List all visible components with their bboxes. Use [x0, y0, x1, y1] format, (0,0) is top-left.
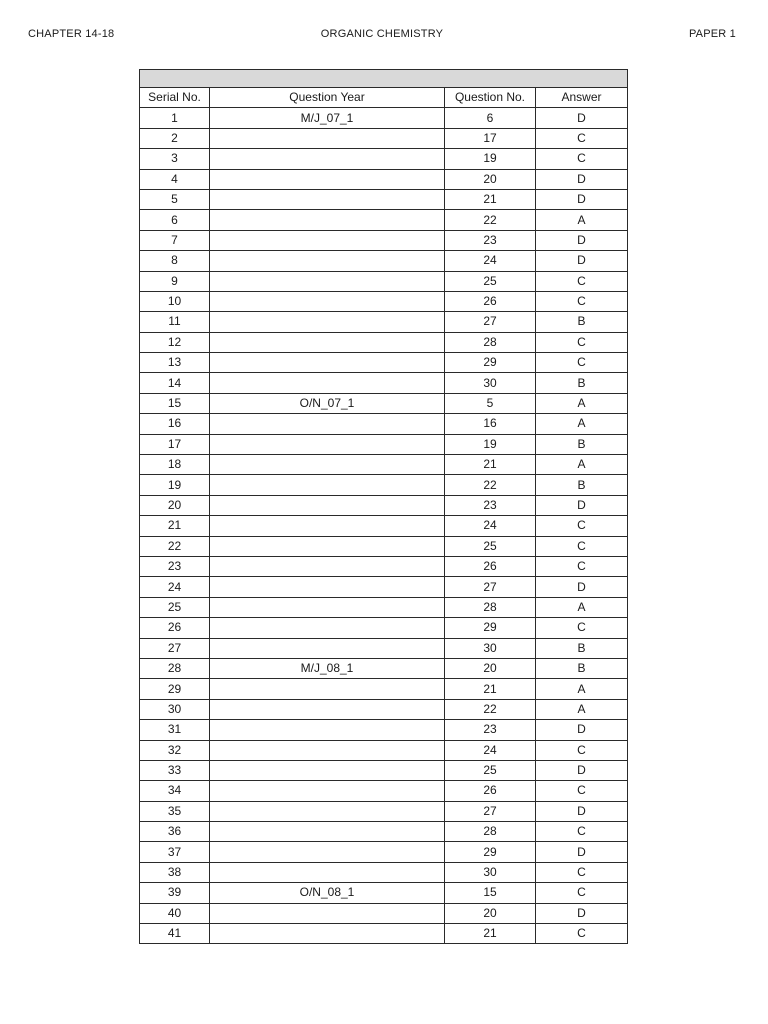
subject-title: ORGANIC CHEMISTRY: [320, 28, 444, 40]
question-year-cell: O/N_07_1: [210, 393, 445, 413]
serial-no-cell: 38: [140, 862, 210, 882]
serial-no-cell: 7: [140, 230, 210, 250]
question-year-cell: [210, 475, 445, 495]
table-row: [140, 740, 628, 760]
answer-cell: C: [536, 149, 628, 169]
serial-no-cell: 31: [140, 720, 210, 740]
serial-no-cell: 34: [140, 781, 210, 801]
question-year-cell: [210, 414, 445, 434]
answer-cell: D: [536, 760, 628, 780]
answer-cell: C: [536, 516, 628, 536]
table-row: [140, 353, 628, 373]
paper-label: PAPER 1: [688, 28, 736, 40]
answer-cell: C: [536, 291, 628, 311]
answer-cell: C: [536, 353, 628, 373]
question-no-cell: 25: [445, 760, 536, 780]
serial-no-cell: 39: [140, 883, 210, 903]
table-body: [140, 108, 628, 944]
question-no-cell: 21: [445, 924, 536, 944]
answer-cell: A: [536, 210, 628, 230]
answer-cell: C: [536, 618, 628, 638]
question-year-cell: [210, 781, 445, 801]
answer-cell: B: [536, 312, 628, 332]
serial-no-cell: 6: [140, 210, 210, 230]
question-no-cell: 17: [445, 128, 536, 148]
question-year-cell: [210, 128, 445, 148]
question-year-cell: [210, 536, 445, 556]
answer-cell: D: [536, 801, 628, 821]
answer-cell: D: [536, 251, 628, 271]
column-header-question-year: Question Year: [210, 88, 445, 108]
serial-no-cell: 33: [140, 760, 210, 780]
serial-no-cell: 4: [140, 169, 210, 189]
question-no-cell: 28: [445, 822, 536, 842]
question-year-cell: [210, 332, 445, 352]
table-row: [140, 332, 628, 352]
question-no-cell: 19: [445, 149, 536, 169]
table-row: [140, 556, 628, 576]
page-header: [28, 28, 736, 42]
answer-cell: B: [536, 373, 628, 393]
column-header-question-no: Question No.: [445, 88, 536, 108]
question-no-cell: 21: [445, 679, 536, 699]
table-row: [140, 516, 628, 536]
answer-cell: D: [536, 108, 628, 128]
table-row: [140, 862, 628, 882]
answer-cell: B: [536, 475, 628, 495]
question-year-cell: [210, 251, 445, 271]
question-no-cell: 22: [445, 210, 536, 230]
question-no-cell: 23: [445, 495, 536, 515]
table-row: [140, 230, 628, 250]
question-year-cell: [210, 618, 445, 638]
question-no-cell: 24: [445, 251, 536, 271]
table-row: [140, 312, 628, 332]
question-year-cell: [210, 699, 445, 719]
question-no-cell: 26: [445, 291, 536, 311]
serial-no-cell: 3: [140, 149, 210, 169]
question-year-cell: O/N_08_1: [210, 883, 445, 903]
answer-cell: A: [536, 597, 628, 617]
table-row: [140, 781, 628, 801]
table-row: [140, 822, 628, 842]
question-year-cell: [210, 210, 445, 230]
serial-no-cell: 15: [140, 393, 210, 413]
question-no-cell: 22: [445, 699, 536, 719]
table-row: [140, 495, 628, 515]
serial-no-cell: 10: [140, 291, 210, 311]
table-row: [140, 924, 628, 944]
table-row: [140, 169, 628, 189]
serial-no-cell: 11: [140, 312, 210, 332]
answer-cell: D: [536, 189, 628, 209]
table-row: [140, 760, 628, 780]
question-year-cell: M/J_07_1: [210, 108, 445, 128]
question-no-cell: 27: [445, 312, 536, 332]
answer-cell: C: [536, 128, 628, 148]
table-row: [140, 842, 628, 862]
answer-cell: C: [536, 332, 628, 352]
table-row: [140, 434, 628, 454]
question-year-cell: [210, 169, 445, 189]
table-row: [140, 903, 628, 923]
question-no-cell: 20: [445, 903, 536, 923]
answer-key-table: [139, 69, 628, 944]
answer-cell: C: [536, 556, 628, 576]
question-no-cell: 21: [445, 455, 536, 475]
table-row: [140, 597, 628, 617]
serial-no-cell: 12: [140, 332, 210, 352]
serial-no-cell: 8: [140, 251, 210, 271]
question-no-cell: 29: [445, 842, 536, 862]
question-no-cell: 29: [445, 353, 536, 373]
answer-cell: C: [536, 862, 628, 882]
serial-no-cell: 36: [140, 822, 210, 842]
question-year-cell: [210, 903, 445, 923]
question-year-cell: [210, 679, 445, 699]
table-row: [140, 373, 628, 393]
table-row: [140, 251, 628, 271]
table-row: [140, 699, 628, 719]
serial-no-cell: 32: [140, 740, 210, 760]
serial-no-cell: 5: [140, 189, 210, 209]
question-year-cell: [210, 924, 445, 944]
question-no-cell: 27: [445, 577, 536, 597]
table-row: [140, 189, 628, 209]
serial-no-cell: 26: [140, 618, 210, 638]
question-no-cell: 26: [445, 781, 536, 801]
question-year-cell: [210, 271, 445, 291]
table-row: [140, 210, 628, 230]
question-year-cell: [210, 230, 445, 250]
question-year-cell: [210, 801, 445, 821]
serial-no-cell: 17: [140, 434, 210, 454]
serial-no-cell: 1: [140, 108, 210, 128]
table-title-row: [140, 70, 628, 88]
question-year-cell: [210, 312, 445, 332]
serial-no-cell: 16: [140, 414, 210, 434]
question-year-cell: [210, 638, 445, 658]
serial-no-cell: 30: [140, 699, 210, 719]
table-row: [140, 291, 628, 311]
answer-cell: B: [536, 434, 628, 454]
question-year-cell: [210, 516, 445, 536]
table-row: [140, 618, 628, 638]
question-year-cell: [210, 189, 445, 209]
answer-cell: C: [536, 781, 628, 801]
question-year-cell: [210, 760, 445, 780]
serial-no-cell: 19: [140, 475, 210, 495]
question-no-cell: 15: [445, 883, 536, 903]
answer-cell: C: [536, 924, 628, 944]
question-year-cell: [210, 740, 445, 760]
table-row: [140, 393, 628, 413]
answer-cell: C: [536, 883, 628, 903]
question-no-cell: 24: [445, 740, 536, 760]
question-no-cell: 25: [445, 536, 536, 556]
serial-no-cell: 20: [140, 495, 210, 515]
answer-cell: D: [536, 720, 628, 740]
answer-cell: B: [536, 638, 628, 658]
table-row: [140, 658, 628, 678]
answer-cell: A: [536, 699, 628, 719]
serial-no-cell: 22: [140, 536, 210, 556]
serial-no-cell: 13: [140, 353, 210, 373]
table-title-cell: [140, 70, 628, 88]
serial-no-cell: 24: [140, 577, 210, 597]
table-row: [140, 128, 628, 148]
serial-no-cell: 41: [140, 924, 210, 944]
answer-cell: D: [536, 230, 628, 250]
question-year-cell: [210, 291, 445, 311]
answer-cell: D: [536, 495, 628, 515]
answer-cell: C: [536, 822, 628, 842]
question-year-cell: [210, 434, 445, 454]
question-year-cell: [210, 577, 445, 597]
table-row: [140, 149, 628, 169]
question-no-cell: 23: [445, 720, 536, 740]
question-no-cell: 19: [445, 434, 536, 454]
serial-no-cell: 29: [140, 679, 210, 699]
answer-cell: A: [536, 393, 628, 413]
question-no-cell: 22: [445, 475, 536, 495]
answer-cell: D: [536, 577, 628, 597]
serial-no-cell: 18: [140, 455, 210, 475]
table-row: [140, 679, 628, 699]
answer-cell: C: [536, 740, 628, 760]
table-row: [140, 883, 628, 903]
question-no-cell: 28: [445, 332, 536, 352]
question-no-cell: 20: [445, 169, 536, 189]
question-no-cell: 28: [445, 597, 536, 617]
serial-no-cell: 23: [140, 556, 210, 576]
question-year-cell: [210, 495, 445, 515]
question-no-cell: 16: [445, 414, 536, 434]
question-year-cell: [210, 149, 445, 169]
question-year-cell: [210, 556, 445, 576]
question-year-cell: [210, 597, 445, 617]
column-header-serial-no: Serial No.: [140, 88, 210, 108]
table-row: [140, 720, 628, 740]
answer-cell: A: [536, 679, 628, 699]
question-year-cell: [210, 862, 445, 882]
question-no-cell: 30: [445, 638, 536, 658]
table-row: [140, 414, 628, 434]
question-year-cell: [210, 842, 445, 862]
column-header-answer: Answer: [536, 88, 628, 108]
question-no-cell: 30: [445, 862, 536, 882]
serial-no-cell: 2: [140, 128, 210, 148]
question-no-cell: 24: [445, 516, 536, 536]
serial-no-cell: 21: [140, 516, 210, 536]
question-year-cell: M/J_08_1: [210, 658, 445, 678]
question-no-cell: 6: [445, 108, 536, 128]
table-row: [140, 455, 628, 475]
table-row: [140, 271, 628, 291]
question-no-cell: 26: [445, 556, 536, 576]
answer-cell: B: [536, 658, 628, 678]
serial-no-cell: 35: [140, 801, 210, 821]
serial-no-cell: 14: [140, 373, 210, 393]
question-no-cell: 21: [445, 189, 536, 209]
question-year-cell: [210, 353, 445, 373]
serial-no-cell: 28: [140, 658, 210, 678]
answer-cell: D: [536, 903, 628, 923]
question-no-cell: 30: [445, 373, 536, 393]
serial-no-cell: 27: [140, 638, 210, 658]
table-row: [140, 577, 628, 597]
serial-no-cell: 9: [140, 271, 210, 291]
answer-cell: A: [536, 414, 628, 434]
question-no-cell: 5: [445, 393, 536, 413]
serial-no-cell: 37: [140, 842, 210, 862]
answer-cell: C: [536, 271, 628, 291]
chapter-label: CHAPTER 14-18: [28, 28, 115, 40]
answer-cell: C: [536, 536, 628, 556]
question-year-cell: [210, 373, 445, 393]
question-no-cell: 23: [445, 230, 536, 250]
table-row: [140, 801, 628, 821]
question-year-cell: [210, 455, 445, 475]
serial-no-cell: 40: [140, 903, 210, 923]
question-no-cell: 20: [445, 658, 536, 678]
question-no-cell: 29: [445, 618, 536, 638]
answer-cell: D: [536, 842, 628, 862]
table-row: [140, 638, 628, 658]
question-year-cell: [210, 720, 445, 740]
table-row: [140, 536, 628, 556]
table-row: [140, 108, 628, 128]
question-year-cell: [210, 822, 445, 842]
answer-cell: A: [536, 455, 628, 475]
table-header-row: [140, 88, 628, 108]
serial-no-cell: 25: [140, 597, 210, 617]
question-no-cell: 27: [445, 801, 536, 821]
answer-cell: D: [536, 169, 628, 189]
question-no-cell: 25: [445, 271, 536, 291]
table-row: [140, 475, 628, 495]
